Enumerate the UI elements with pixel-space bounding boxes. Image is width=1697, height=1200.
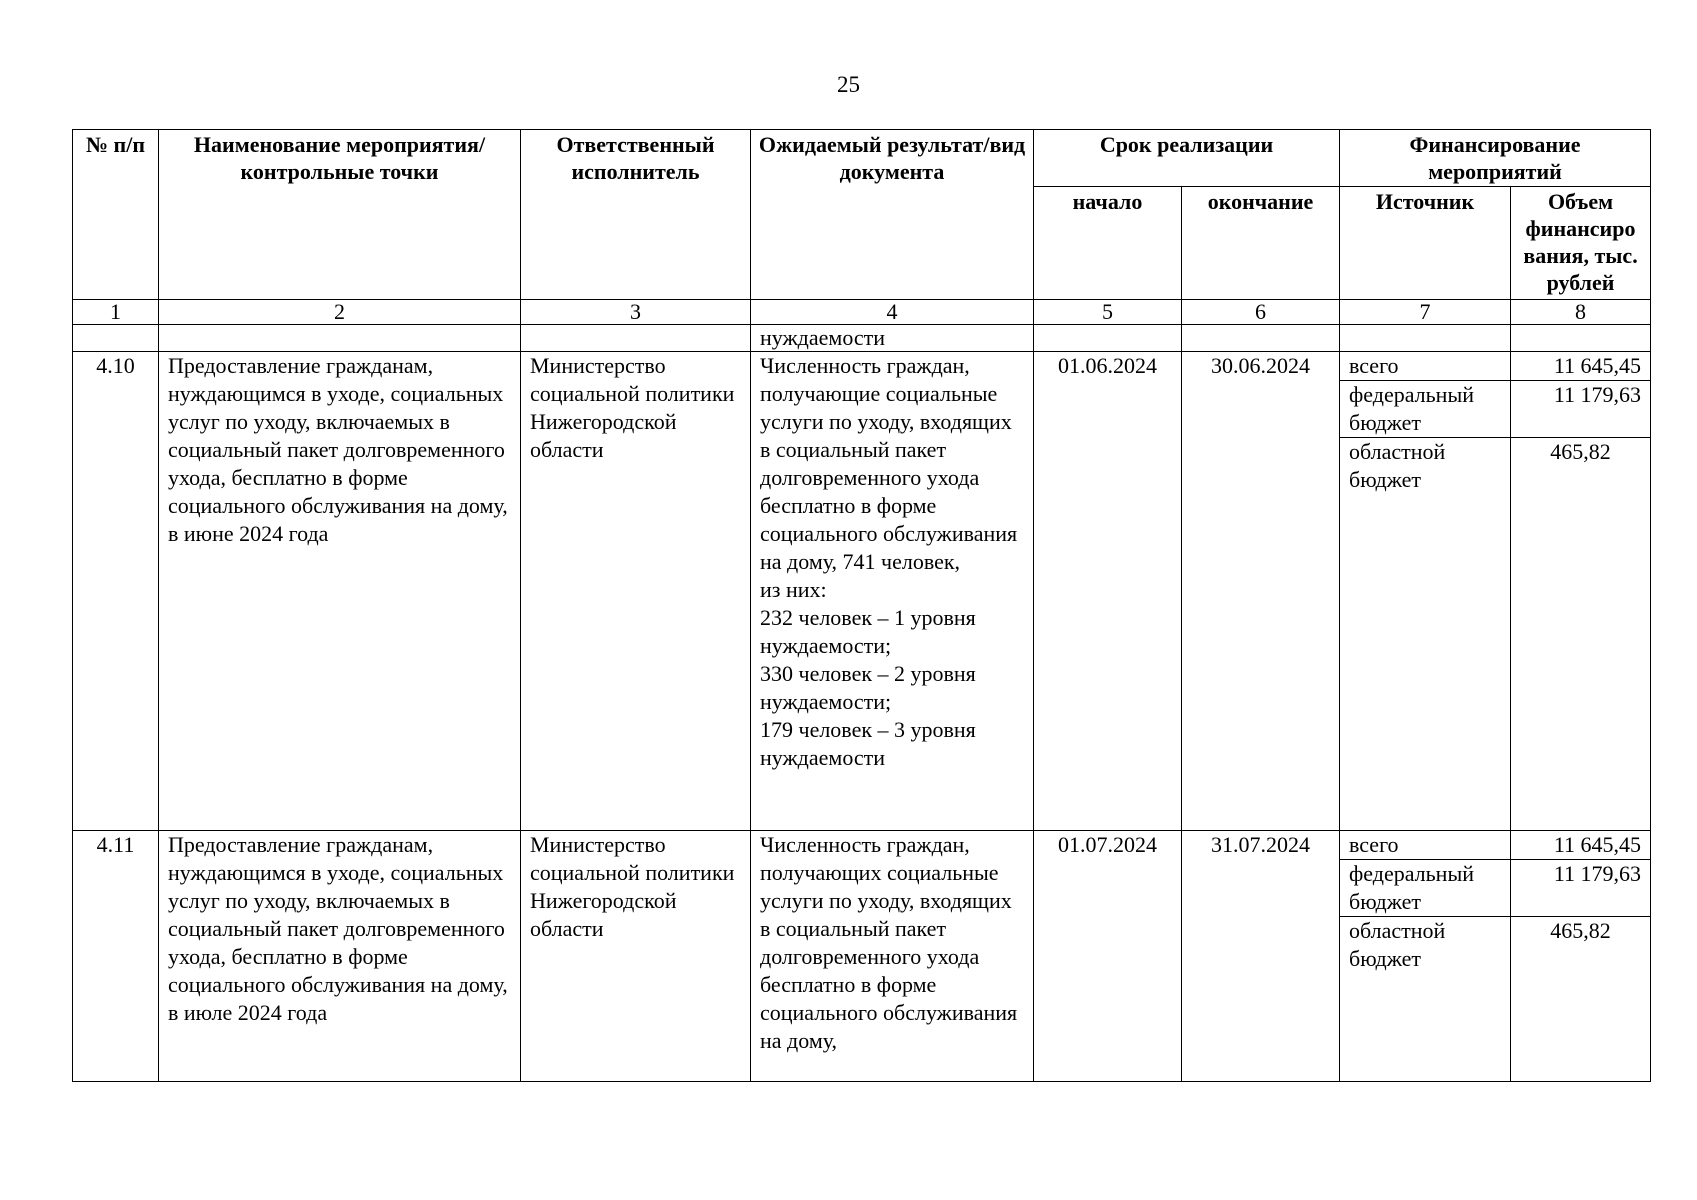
- column-number: 5: [1034, 300, 1182, 325]
- header-fin-volume: Объем финансиро вания, тыс. рублей: [1511, 187, 1651, 300]
- row-start-date: 01.06.2024: [1034, 352, 1182, 831]
- column-number: 8: [1511, 300, 1651, 325]
- row-end-date: 31.07.2024: [1182, 831, 1340, 1082]
- funding-source: всего: [1340, 831, 1511, 860]
- column-number: 4: [751, 300, 1034, 325]
- row-name: Предоставление гражданам, нуждающимся в уходе, социальных услуг по уходу, включаемых в социальный пакет долговременного ухода, бесплатно в форме социального обслуживания на дому, в июне 2024 года: [159, 352, 521, 831]
- table-row: [73, 831, 1651, 860]
- column-number: 2: [159, 300, 521, 325]
- funding-source: всего: [1340, 352, 1511, 381]
- column-number-row: [73, 300, 1651, 325]
- table-row: [73, 352, 1651, 381]
- row-result: Численность граждан, получающие социальные услуги по уходу, входящих в социальный пакет долговременного ухода бесплатно в форме социального обслуживания на дому, 741 человек, из них: 232 человек – 1 уровня нуждаемости; 330 человек – 2 уровня нуждаемости; 179 человек – 3 уровня нуждаемости: [751, 352, 1034, 831]
- header-term: Срок реализации: [1034, 130, 1340, 187]
- row-name: Предоставление гражданам, нуждающимся в уходе, социальных услуг по уходу, включаемых в социальный пакет долговременного ухода, бесплатно в форме социального обслуживания на дому, в июле 2024 года: [159, 831, 521, 1082]
- column-number: 3: [521, 300, 751, 325]
- continuation-row: [73, 325, 1651, 352]
- header-fin-source: Источник: [1340, 187, 1511, 300]
- funding-source: областной бюджет: [1340, 438, 1511, 831]
- row-num: 4.10: [73, 352, 159, 831]
- funding-amount: 465,82: [1511, 438, 1651, 831]
- funding-amount: 11 179,63: [1511, 381, 1651, 438]
- column-number: 1: [73, 300, 159, 325]
- funding-amount: 11 645,45: [1511, 831, 1651, 860]
- action-plan-table: [72, 129, 1651, 1082]
- funding-source: областной бюджет: [1340, 917, 1511, 1082]
- funding-amount: 11 179,63: [1511, 860, 1651, 917]
- funding-amount: 11 645,45: [1511, 352, 1651, 381]
- column-number: 6: [1182, 300, 1340, 325]
- column-number: 7: [1340, 300, 1511, 325]
- header-funding: Финансирование мероприятий: [1340, 130, 1651, 187]
- funding-source: федеральный бюджет: [1340, 381, 1511, 438]
- header-term-end: окончание: [1182, 187, 1340, 300]
- header-num: № п/п: [73, 130, 159, 300]
- row-result: Численность граждан, получающих социальные услуги по уходу, входящих в социальный пакет долговременного ухода бесплатно в форме социального обслуживания на дому,: [751, 831, 1034, 1082]
- header-name: Наименование мероприятия/ контрольные точки: [159, 130, 521, 300]
- header-executor: Ответственный исполнитель: [521, 130, 751, 300]
- funding-source: федеральный бюджет: [1340, 860, 1511, 917]
- header-term-start: начало: [1034, 187, 1182, 300]
- row-end-date: 30.06.2024: [1182, 352, 1340, 831]
- row-executor: Министерство социальной политики Нижегородской области: [521, 831, 751, 1082]
- continuation-text: нуждаемости: [751, 325, 1034, 352]
- row-num: 4.11: [73, 831, 159, 1082]
- funding-amount: 465,82: [1511, 917, 1651, 1082]
- header-result: Ожидаемый результат/вид документа: [751, 130, 1034, 300]
- page-number: 25: [837, 72, 860, 97]
- row-executor: Министерство социальной политики Нижегородской области: [521, 352, 751, 831]
- row-start-date: 01.07.2024: [1034, 831, 1182, 1082]
- header-row-1: [73, 130, 1651, 187]
